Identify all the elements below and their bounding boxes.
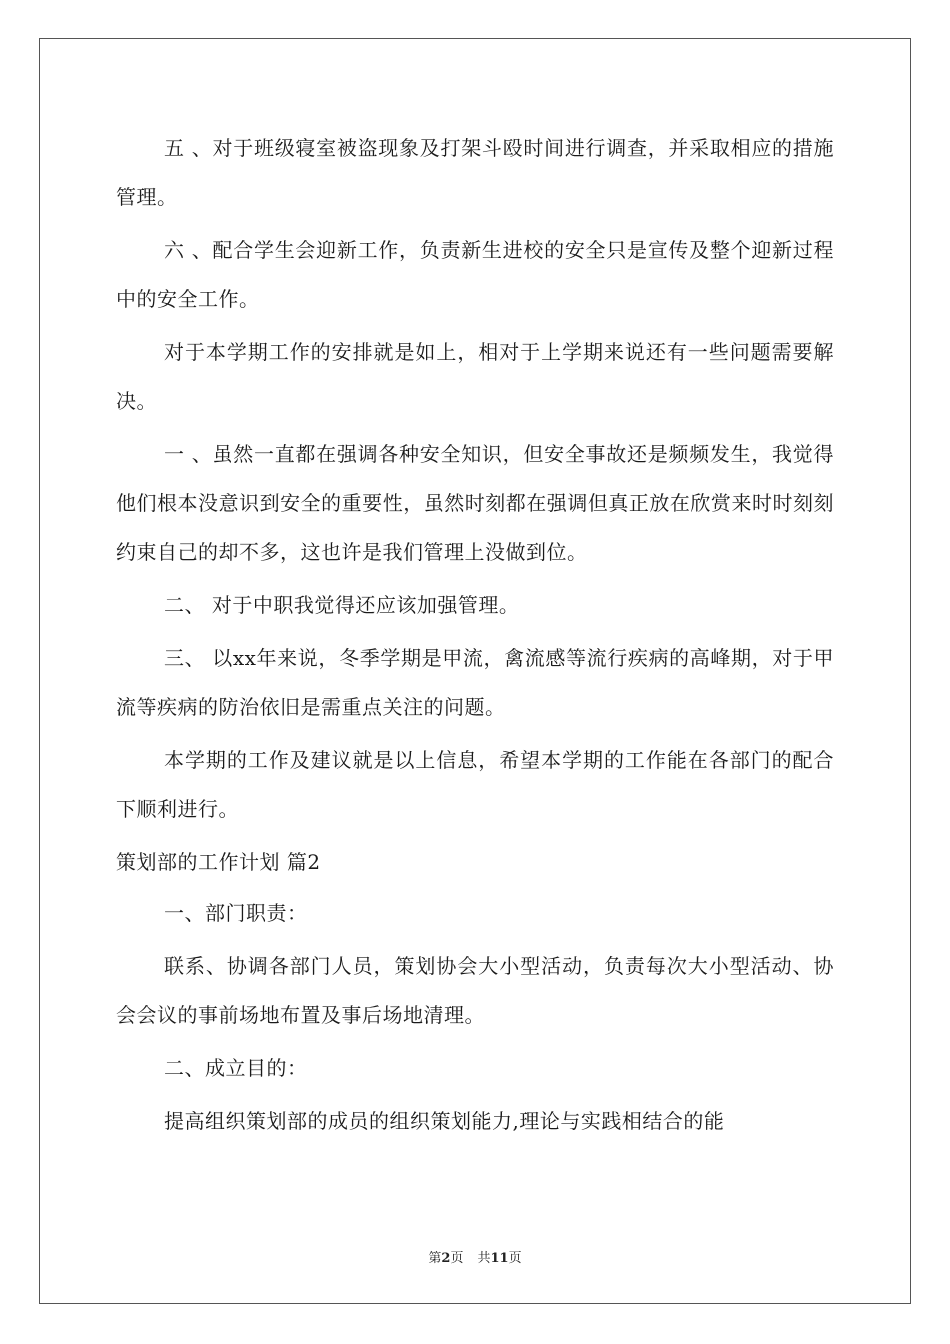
paragraph-issue-3: 三、 以xx年来说，冬季学期是甲流，禽流感等流行疾病的高峰期，对于甲流等疾病的防治依旧是需重点关注的问题。 [116, 646, 834, 719]
page-number-suffix: 页 [450, 1251, 464, 1266]
paragraph-item-5: 五 、对于班级寝室被盗现象及打架斗殴时间进行调查，并采取相应的措施管理。 [116, 136, 834, 209]
page-total-prefix: 共 [477, 1251, 491, 1266]
subheading-purpose: 二、成立目的： [164, 1056, 308, 1080]
page-number-prefix: 第 [428, 1251, 442, 1266]
page-number-total: 11 [490, 1251, 509, 1266]
paragraph-purpose: 提高组织策划部的成员的组织策划能力,理论与实践相结合的能 [164, 1109, 725, 1133]
paragraph-issue-2: 二、 对于中职我觉得还应该加强管理。 [164, 593, 520, 617]
paragraph-duties: 联系、协调各部门人员，策划协会大小型活动，负责每次大小型活动、协会会议的事前场地布置及事后场地清理。 [116, 954, 834, 1027]
document-body [116, 124, 834, 1150]
page-footer [0, 1247, 950, 1266]
paragraph-conclusion: 本学期的工作及建议就是以上信息，希望本学期的工作能在各部门的配合下顺利进行。 [116, 748, 834, 821]
paragraph-item-6: 六 、配合学生会迎新工作，负责新生进校的安全只是宣传及整个迎新过程中的安全工作。 [116, 238, 834, 311]
paragraph-issue-1: 一 、虽然一直都在强调各种安全知识，但安全事故还是频频发生，我觉得他们根本没意识到安全的重要性，虽然时刻都在强调但真正放在欣赏来时时刻刻约束自己的却不多，这也许是我们管理上没做到位。 [116, 442, 834, 564]
page-number-current: 2 [441, 1251, 451, 1266]
subheading-duties: 一、部门职责： [164, 901, 308, 925]
page-total-suffix: 页 [508, 1251, 522, 1266]
section-heading: 策划部的工作计划 篇2 [116, 850, 321, 874]
paragraph-summary: 对于本学期工作的安排就是如上，相对于上学期来说还有一些问题需要解决。 [116, 340, 834, 413]
